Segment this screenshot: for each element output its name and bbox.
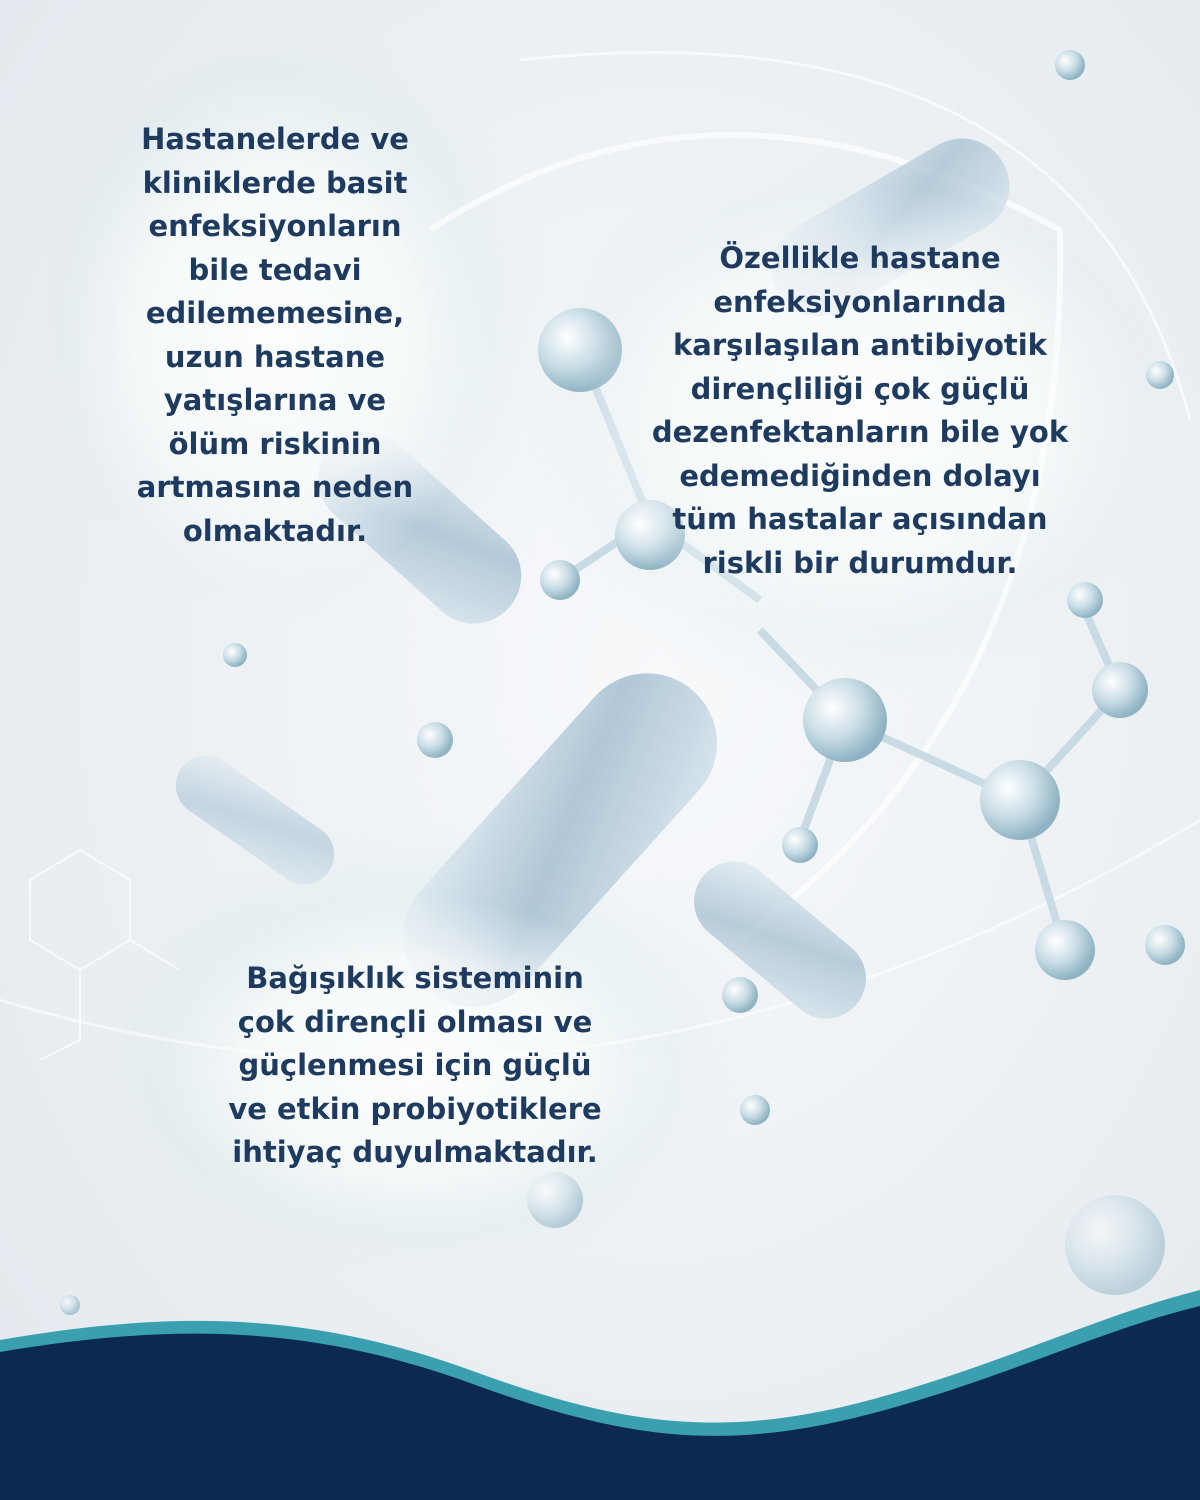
text-line: bile tedavi (188, 252, 362, 287)
text-line: Hastanelerde ve (141, 122, 409, 156)
text-line: ölüm riskinin (168, 426, 382, 461)
text-line: çok dirençli olması ve (237, 1004, 593, 1039)
text-line: enfeksiyonlarında (713, 284, 1007, 319)
paragraph-right (610, 237, 1110, 585)
paragraph-left (100, 118, 450, 553)
text-line: karşılaşılan antibiyotik (673, 328, 1047, 362)
text-line: uzun hastane (164, 339, 386, 374)
text-line: tüm hastalar açısından (672, 502, 1048, 536)
text-line: yatışlarına ve (163, 383, 387, 417)
paragraph-bottom (190, 957, 640, 1175)
text-line: artmasına neden (136, 470, 414, 504)
text-line: Bağışıklık sisteminin (246, 961, 584, 995)
text-line: dezenfektanların bile yok (651, 415, 1069, 449)
text-line: ve etkin probiyotiklere (228, 1091, 602, 1126)
text-line: dirençliliği çok güçlü (690, 371, 1030, 406)
text-line: edilememesine, (145, 296, 405, 330)
text-line: ihtiyaç duyulmaktadır. (232, 1135, 598, 1169)
text-line: Özellikle hastane (719, 241, 1001, 275)
text-line: enfeksiyonların (148, 209, 402, 243)
text-line: riskli bir durumdur. (702, 545, 1018, 580)
text-line: olmaktadır. (182, 513, 368, 548)
text-line: güçlenmesi için güçlü (238, 1048, 592, 1082)
text-line: kliniklerde basit (142, 165, 408, 200)
text-line: edemediğinden dolayı (679, 458, 1041, 493)
